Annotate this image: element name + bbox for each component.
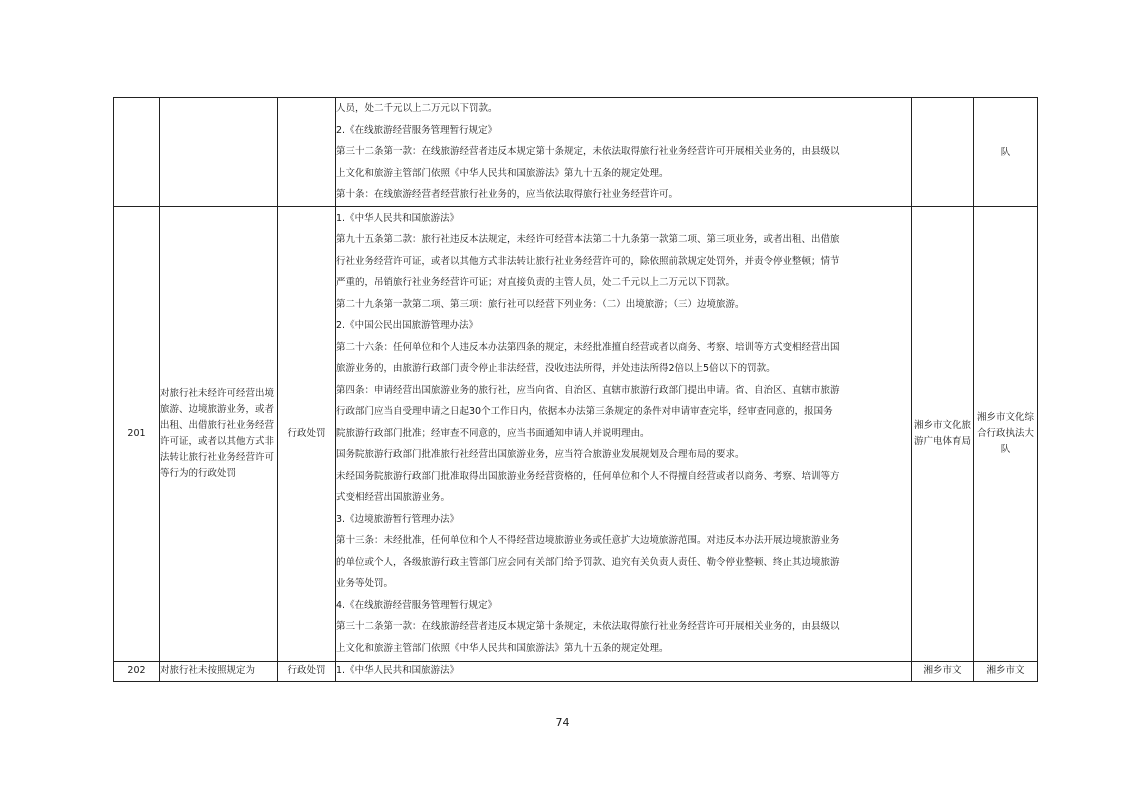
row-number: 201	[114, 206, 160, 661]
penalty-table	[113, 97, 1038, 682]
item-name	[160, 98, 278, 207]
basis-line: 旅游业务的，由旅游行政部门责令停止非法经营，没收违法所得，并处违法所得2倍以上5倍以下的罚款。	[336, 363, 776, 375]
implementing-department: 湘乡市文化旅游广电体育局	[912, 206, 974, 661]
item-name: 对旅行社未按照规定为	[160, 661, 278, 681]
basis-line: 业务等处罚。	[336, 578, 394, 590]
table-row	[114, 206, 1038, 661]
legal-basis	[336, 206, 912, 661]
penalty-type	[278, 98, 336, 207]
enforcement-unit-text: 队	[1000, 146, 1011, 158]
basis-line: 行政部门应当自受理申请之日起30个工作日内，依据本办法第三条规定的条件对申请审查完毕，经审查同意的，报国务	[336, 406, 833, 418]
enforcement-unit: 湘乡市文	[974, 661, 1038, 681]
basis-line: 式变相经营出国旅游业务。	[336, 492, 451, 504]
basis-line: 3.《边境旅游暂行管理办法》	[336, 513, 460, 525]
implementing-department: 湘乡市文	[912, 661, 974, 681]
basis-line: 第九十五条第二款：旅行社违反本法规定，未经许可经营本法第二十九条第一款第二项、第三项业务，或者出租、出借旅	[336, 234, 840, 246]
row-number: 202	[114, 661, 160, 681]
basis-line: 未经国务院旅游行政部门批准取得出国旅游业务经营资格的，任何单位和个人不得擅自经营或者以商务、考察、培训等方	[336, 470, 840, 482]
basis-line: 第三十二条第一款：在线旅游经营者违反本规定第十条规定，未依法取得旅行社业务经营许可开展相关业务的，由县级以	[336, 146, 840, 157]
basis-line: 1.《中华人民共和国旅游法》	[336, 665, 460, 676]
basis-line: 行社业务经营许可证，或者以其他方式非法转让旅行社业务经营许可的，除依照前款规定处罚外，并责令停业整顿；情节	[336, 255, 840, 267]
table-row	[114, 661, 1038, 681]
item-name: 对旅行社未经许可经营出境旅游、边境旅游业务，或者出租、出借旅行社业务经营许可证，或者以其他方式非法转让旅行社业务经营许可等行为的行政处罚	[160, 206, 278, 661]
basis-line: 第十条：在线旅游经营者经营旅行社业务的，应当依法取得旅行社业务经营许可。	[336, 189, 679, 200]
page-number: 74	[555, 716, 570, 729]
basis-line: 人员，处二千元以上二万元以下罚款。	[336, 103, 498, 114]
basis-line: 第三十二条第一款：在线旅游经营者违反本规定第十条规定，未依法取得旅行社业务经营许可开展相关业务的，由县级以	[336, 621, 840, 633]
penalty-type: 行政处罚	[278, 206, 336, 661]
basis-line: 第二十六条：任何单位和个人违反本办法第四条的规定，未经批准擅自经营或者以商务、考察、培训等方式变相经营出国	[336, 341, 840, 353]
basis-line: 第十三条：未经批准，任何单位和个人不得经营边境旅游业务或任意扩大边境旅游范围。对违反本办法开展边境旅游业务	[336, 535, 840, 547]
row-number	[114, 98, 160, 207]
basis-line: 第四条：申请经营出国旅游业务的旅行社，应当向省、自治区、直辖市旅游行政部门提出申请。省、自治区、直辖市旅游	[336, 384, 840, 396]
basis-line: 上文化和旅游主管部门依照《中华人民共和国旅游法》第九十五条的规定处理。	[336, 167, 669, 179]
basis-line: 国务院旅游行政部门批准旅行社经营出国旅游业务，应当符合旅游业发展规划及合理布局的要求。	[336, 449, 745, 461]
basis-line: 第二十九条第一款第二项、第三项：旅行社可以经营下列业务：（二）出境旅游；（三）边境旅游。	[336, 298, 745, 310]
basis-line: 1.《中华人民共和国旅游法》	[336, 212, 460, 224]
basis-line: 4.《在线旅游经营服务管理暂行规定》	[336, 599, 498, 611]
basis-line: 2.《在线旅游经营服务管理暂行规定》	[336, 124, 498, 136]
legal-basis	[336, 661, 912, 681]
basis-line: 2.《中国公民出国旅游管理办法》	[336, 320, 479, 332]
enforcement-unit	[974, 98, 1038, 207]
table-row	[114, 98, 1038, 207]
basis-line: 的单位或个人，各级旅游行政主管部门应会同有关部门给予罚款、追究有关负责人责任、勒令停业整顿、终止其边境旅游	[336, 556, 840, 568]
basis-line: 严重的，吊销旅行社业务经营许可证；对直接负责的主管人员，处二千元以上二万元以下罚款。	[336, 277, 736, 289]
implementing-department	[912, 98, 974, 207]
basis-line: 上文化和旅游主管部门依照《中华人民共和国旅游法》第九十五条的规定处理。	[336, 642, 669, 654]
legal-basis	[336, 98, 912, 207]
penalty-type: 行政处罚	[278, 661, 336, 681]
basis-line: 院旅游行政部门批准；经审查不同意的，应当书面通知申请人并说明理由。	[336, 427, 650, 439]
enforcement-unit: 湘乡市文化综合行政执法大队	[974, 206, 1038, 661]
